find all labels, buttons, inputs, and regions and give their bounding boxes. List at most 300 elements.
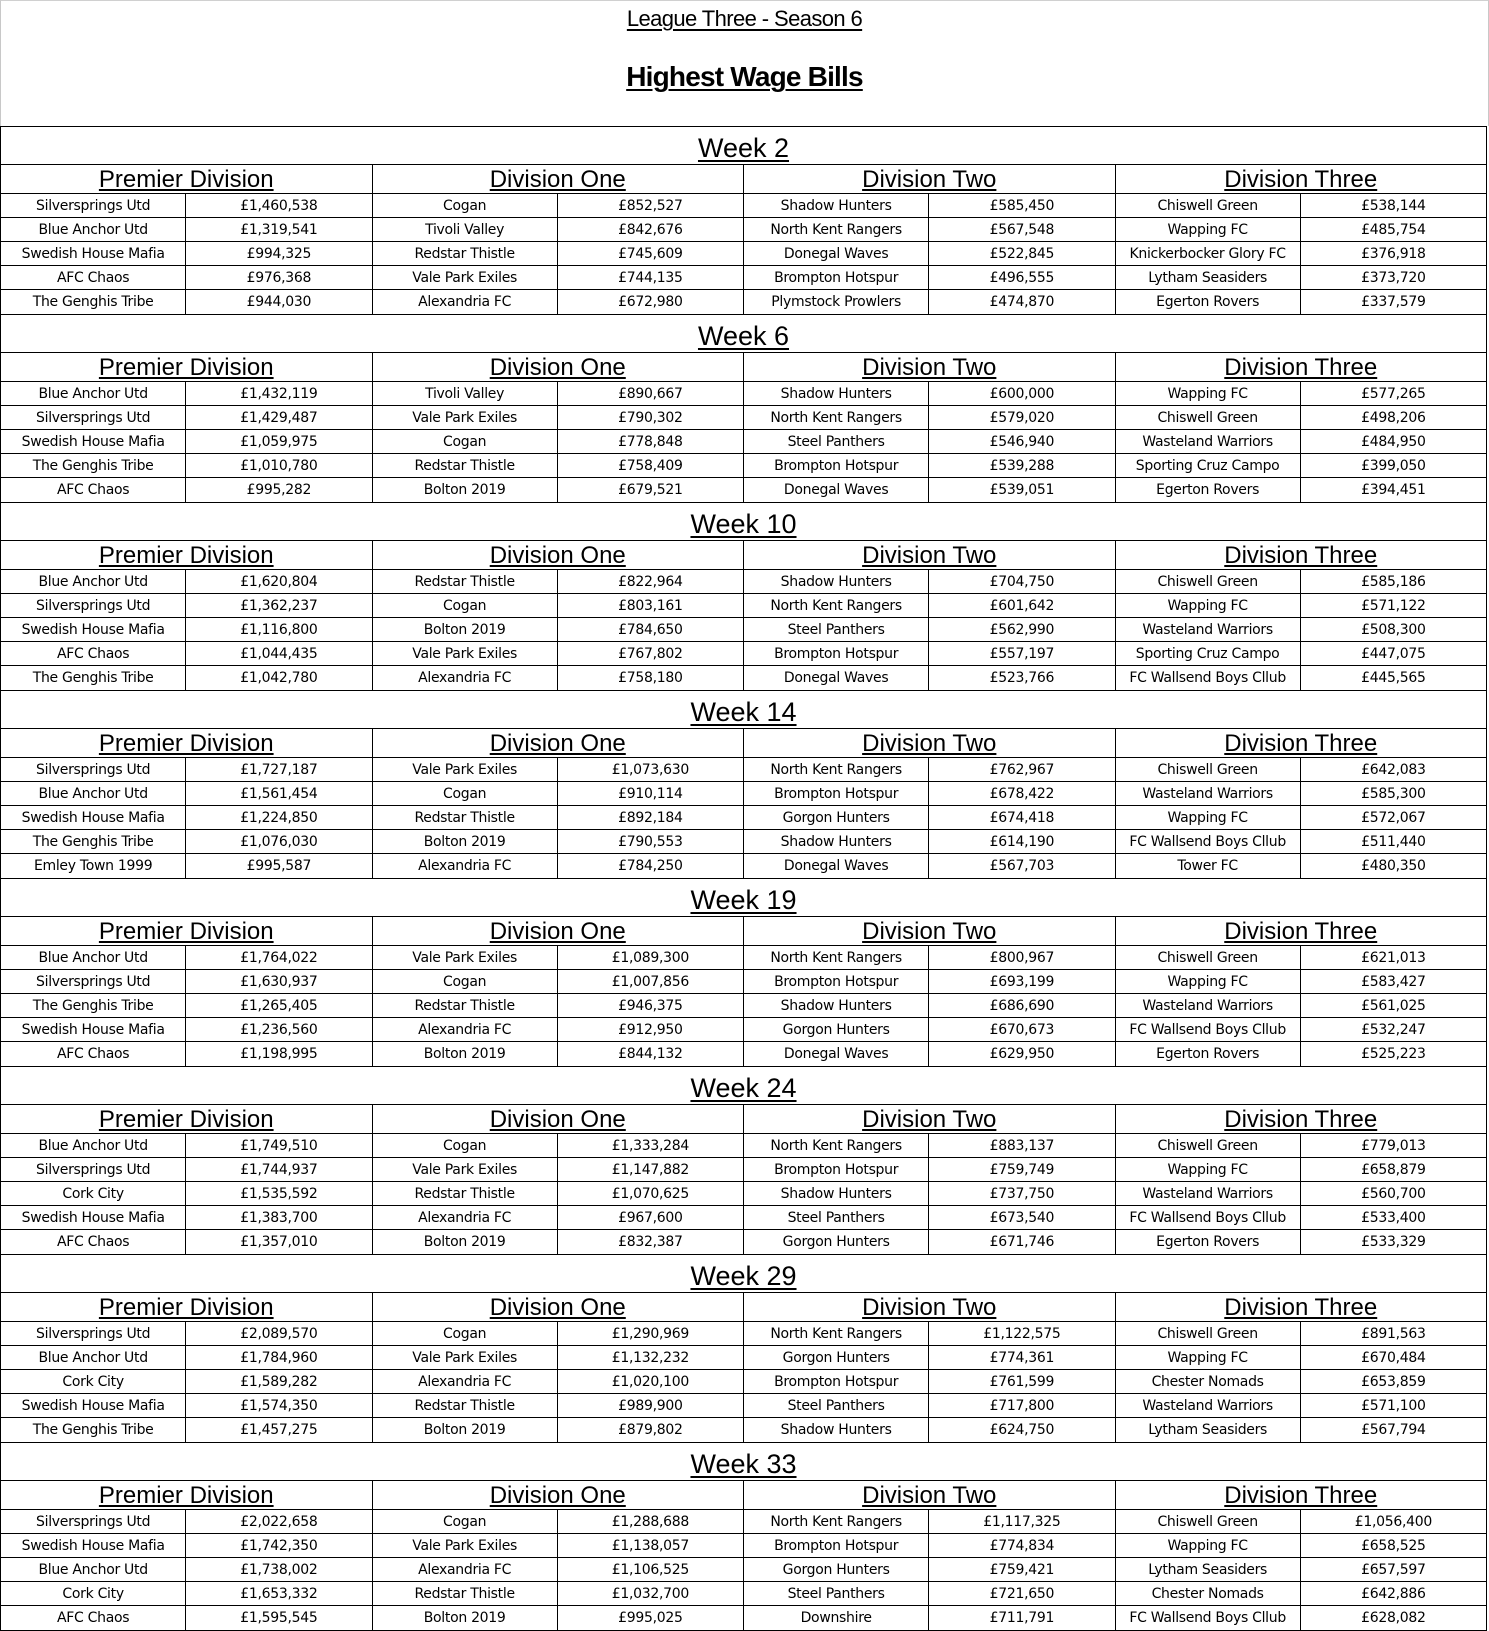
week-section — [0, 314, 1487, 502]
team-name-cell: Wapping FC — [1116, 594, 1301, 617]
wage-bill-cell: £1,138,057 — [611, 1538, 689, 1554]
division-header — [373, 917, 744, 946]
table-row — [373, 478, 744, 502]
wage-bill-cell: £532,247 — [1361, 1022, 1426, 1038]
table-row — [744, 830, 1115, 854]
division-header — [373, 1105, 744, 1134]
table-row — [1, 242, 372, 266]
team-name-cell: Shadow Hunters — [744, 1182, 929, 1205]
wage-bill-cell: £822,964 — [618, 574, 683, 590]
table-row — [373, 854, 744, 878]
wage-bill-cell: £784,250 — [618, 858, 683, 874]
wage-bill-cell: £892,184 — [618, 810, 683, 826]
division-header — [1, 1293, 372, 1322]
table-row — [744, 290, 1115, 314]
table-row — [1, 1322, 372, 1346]
week-section — [0, 1442, 1487, 1630]
team-name-cell: Sporting Cruz Campo — [1116, 642, 1301, 665]
division-name: Division Two — [862, 1294, 997, 1321]
week-title — [1, 315, 1486, 352]
division-table — [1116, 165, 1487, 315]
division-header — [1116, 1105, 1487, 1134]
table-row — [1116, 854, 1487, 878]
table-row — [1, 478, 372, 502]
wage-bill-cell: £1,288,688 — [611, 1514, 689, 1530]
wage-bill-cell: £800,967 — [989, 950, 1055, 966]
team-name-cell: Gorgon Hunters — [744, 1558, 929, 1581]
team-name-cell: Vale Park Exiles — [373, 642, 558, 665]
wage-bill-cell: £995,025 — [618, 1610, 683, 1626]
week-title-text: Week 24 — [690, 1073, 797, 1103]
table-row — [1, 1582, 372, 1606]
table-row — [1, 194, 372, 218]
division-table — [1, 1481, 373, 1631]
wage-bill-cell: £642,886 — [1361, 1586, 1426, 1602]
wage-bill-cell: £1,147,882 — [611, 1162, 689, 1178]
division-name: Division One — [489, 354, 626, 381]
week-title-text: Week 10 — [690, 509, 797, 539]
wage-bill-cell: £1,117,325 — [983, 1514, 1061, 1530]
table-row — [1116, 1558, 1487, 1582]
wage-bill-cell: £1,042,780 — [240, 670, 318, 686]
table-row — [373, 1534, 744, 1558]
division-header — [1, 165, 372, 194]
division-name: Division Three — [1224, 542, 1378, 569]
title-area — [0, 0, 1489, 126]
team-name-cell: The Genghis Tribe — [1, 290, 186, 314]
division-name: Division Three — [1224, 166, 1378, 193]
wage-bill-cell: £995,282 — [246, 482, 312, 498]
team-name-cell: AFC Chaos — [1, 478, 186, 502]
team-name-cell: Vale Park Exiles — [373, 758, 558, 781]
table-row — [1116, 406, 1487, 430]
team-name-cell: The Genghis Tribe — [1, 666, 186, 690]
wage-bill-cell: £628,082 — [1361, 1610, 1426, 1626]
wage-bill-cell: £658,879 — [1361, 1162, 1426, 1178]
table-row — [1116, 218, 1487, 242]
wage-bill-cell: £803,161 — [618, 598, 683, 614]
wage-bill-cell: £539,051 — [989, 482, 1055, 498]
division-table — [744, 353, 1116, 503]
wage-bill-cell: £1,620,804 — [240, 574, 318, 590]
team-name-cell: Swedish House Mafia — [1, 1206, 186, 1229]
wage-bill-cell: £890,667 — [618, 386, 683, 402]
table-row — [1116, 1370, 1487, 1394]
league-title — [1, 6, 1488, 32]
wage-bill-cell: £671,746 — [989, 1234, 1055, 1250]
division-table — [1116, 1481, 1487, 1631]
wage-bill-cell: £774,361 — [989, 1350, 1055, 1366]
table-row — [373, 406, 744, 430]
wage-bill-cell: £1,784,960 — [240, 1350, 318, 1366]
team-name-cell: Silversprings Utd — [1, 406, 186, 429]
wage-bill-cell: £621,013 — [1361, 950, 1426, 966]
table-row — [373, 1394, 744, 1418]
table-row — [1, 570, 372, 594]
wage-bill-cell: £1,010,780 — [240, 458, 318, 474]
table-row — [1, 946, 372, 970]
wage-bill-cell: £1,764,022 — [240, 950, 318, 966]
table-row — [1116, 1346, 1487, 1370]
table-row — [1, 758, 372, 782]
table-row — [744, 642, 1115, 666]
team-name-cell: Vale Park Exiles — [373, 946, 558, 969]
wage-bill-cell: £759,421 — [989, 1562, 1055, 1578]
wage-bill-cell: £614,190 — [989, 834, 1055, 850]
wage-bill-cell: £1,073,630 — [611, 762, 689, 778]
wage-bill-cell: £525,223 — [1361, 1046, 1426, 1062]
team-name-cell: Redstar Thistle — [373, 454, 558, 477]
table-row — [373, 666, 744, 690]
table-row — [744, 782, 1115, 806]
wage-bill-cell: £546,940 — [989, 434, 1055, 450]
wage-bill-cell: £642,083 — [1361, 762, 1426, 778]
wage-bill-cell: £779,013 — [1361, 1138, 1426, 1154]
division-header — [373, 1293, 744, 1322]
table-row — [744, 430, 1115, 454]
team-name-cell: Chiswell Green — [1116, 1322, 1301, 1345]
table-row — [1, 1158, 372, 1182]
team-name-cell: Plymstock Prowlers — [744, 290, 929, 314]
table-row — [744, 1134, 1115, 1158]
team-name-cell: Steel Panthers — [744, 1206, 929, 1229]
division-table — [1116, 917, 1487, 1067]
team-name-cell: Gorgon Hunters — [744, 1230, 929, 1254]
table-row — [744, 594, 1115, 618]
division-header — [373, 165, 744, 194]
division-table — [1, 729, 373, 879]
table-row — [1, 1134, 372, 1158]
division-name: Division One — [489, 1294, 626, 1321]
division-header — [1116, 729, 1487, 758]
division-name: Division Three — [1224, 918, 1378, 945]
wage-bill-cell: £1,198,995 — [240, 1046, 318, 1062]
team-name-cell: The Genghis Tribe — [1, 830, 186, 853]
wage-bill-cell: £1,122,575 — [983, 1326, 1061, 1342]
team-name-cell: Swedish House Mafia — [1, 806, 186, 829]
team-name-cell: Shadow Hunters — [744, 382, 929, 405]
table-row — [1, 1182, 372, 1206]
table-row — [373, 194, 744, 218]
team-name-cell: Egerton Rovers — [1116, 1230, 1301, 1254]
division-header — [373, 353, 744, 382]
team-name-cell: Redstar Thistle — [373, 1394, 558, 1417]
wage-bill-cell: £744,135 — [618, 270, 683, 286]
table-row — [1116, 946, 1487, 970]
divisions-row — [1, 164, 1486, 315]
team-name-cell: Redstar Thistle — [373, 1182, 558, 1205]
division-header — [744, 1293, 1115, 1322]
wage-bill-cell: £523,766 — [989, 670, 1055, 686]
division-header — [744, 1105, 1115, 1134]
division-header — [744, 729, 1115, 758]
table-row — [744, 806, 1115, 830]
wage-bill-cell: £672,980 — [618, 294, 683, 310]
wage-bill-cell: £484,950 — [1361, 434, 1426, 450]
wage-bill-cell: £394,451 — [1361, 482, 1426, 498]
division-header — [744, 353, 1115, 382]
division-header — [1, 353, 372, 382]
team-name-cell: The Genghis Tribe — [1, 994, 186, 1017]
week-title — [1, 127, 1486, 164]
table-row — [744, 1158, 1115, 1182]
wage-bill-cell: £883,137 — [989, 1138, 1055, 1154]
wage-bill-cell: £511,440 — [1361, 834, 1426, 850]
team-name-cell: Alexandria FC — [373, 290, 558, 314]
team-name-cell: Cork City — [1, 1582, 186, 1605]
week-title — [1, 503, 1486, 540]
table-row — [1, 830, 372, 854]
wage-bill-cell: £508,300 — [1361, 622, 1426, 638]
division-name: Division Two — [862, 166, 997, 193]
team-name-cell: Steel Panthers — [744, 618, 929, 641]
wage-bill-cell: £337,579 — [1361, 294, 1426, 310]
team-name-cell: FC Wallsend Boys Cllub — [1116, 1018, 1301, 1041]
team-name-cell: Lytham Seasiders — [1116, 266, 1301, 289]
wage-bill-cell: £2,089,570 — [240, 1326, 318, 1342]
wage-bill-cell: £1,076,030 — [240, 834, 318, 850]
division-table — [1116, 1293, 1487, 1443]
team-name-cell: Alexandria FC — [373, 854, 558, 878]
table-row — [744, 1418, 1115, 1442]
wage-bill-cell: £967,600 — [618, 1210, 683, 1226]
wage-bill-cell: £758,180 — [618, 670, 683, 686]
table-row — [1, 782, 372, 806]
team-name-cell: Bolton 2019 — [373, 1230, 558, 1254]
wage-bill-cell: £1,738,002 — [240, 1562, 318, 1578]
league-title-text: League Three - Season 6 — [626, 6, 863, 31]
table-row — [373, 1558, 744, 1582]
table-row — [1, 1346, 372, 1370]
team-name-cell: The Genghis Tribe — [1, 1418, 186, 1442]
table-row — [1, 618, 372, 642]
team-name-cell: Blue Anchor Utd — [1, 218, 186, 241]
wage-bill-cell: £995,587 — [246, 858, 312, 874]
table-row — [1116, 830, 1487, 854]
table-row — [1116, 666, 1487, 690]
wage-bill-cell: £758,409 — [618, 458, 683, 474]
team-name-cell: Redstar Thistle — [373, 570, 558, 593]
division-table — [373, 541, 745, 691]
wage-bill-cell: £1,236,560 — [240, 1022, 318, 1038]
team-name-cell: Wasteland Warriors — [1116, 782, 1301, 805]
team-name-cell: Cogan — [373, 430, 558, 453]
team-name-cell: Vale Park Exiles — [373, 406, 558, 429]
table-row — [744, 1182, 1115, 1206]
division-name: Division Two — [862, 918, 997, 945]
table-row — [1116, 570, 1487, 594]
team-name-cell: Silversprings Utd — [1, 970, 186, 993]
table-row — [373, 1370, 744, 1394]
wage-bill-cell: £447,075 — [1361, 646, 1426, 662]
division-name: Division Two — [862, 354, 997, 381]
table-row — [744, 1534, 1115, 1558]
wage-bill-cell: £1,056,400 — [1354, 1514, 1432, 1530]
team-name-cell: Lytham Seasiders — [1116, 1418, 1301, 1442]
table-row — [744, 666, 1115, 690]
wage-bill-cell: £767,802 — [618, 646, 683, 662]
table-row — [1116, 1182, 1487, 1206]
table-row — [1, 266, 372, 290]
team-name-cell: Brompton Hotspur — [744, 970, 929, 993]
table-row — [1, 1418, 372, 1442]
division-name: Division One — [489, 166, 626, 193]
wage-bill-cell: £674,418 — [989, 810, 1055, 826]
table-row — [373, 994, 744, 1018]
team-name-cell: FC Wallsend Boys Cllub — [1116, 1206, 1301, 1229]
table-row — [1116, 1582, 1487, 1606]
wage-bill-cell: £1,319,541 — [240, 222, 318, 238]
team-name-cell: Chiswell Green — [1116, 194, 1301, 217]
wage-bill-cell: £711,791 — [989, 1610, 1055, 1626]
wage-bill-cell: £1,290,969 — [611, 1326, 689, 1342]
division-header — [1116, 353, 1487, 382]
table-row — [373, 782, 744, 806]
division-header — [744, 541, 1115, 570]
wage-bill-cell: £567,703 — [989, 858, 1055, 874]
table-row — [1116, 1394, 1487, 1418]
week-title-text: Week 2 — [697, 133, 790, 163]
wage-bill-cell: £399,050 — [1361, 458, 1426, 474]
table-row — [1, 1394, 372, 1418]
table-row — [373, 594, 744, 618]
division-name: Division One — [489, 542, 626, 569]
team-name-cell: Cogan — [373, 194, 558, 217]
table-row — [744, 570, 1115, 594]
division-table — [373, 353, 745, 503]
team-name-cell: Wasteland Warriors — [1116, 1182, 1301, 1205]
wage-bill-cell: £686,690 — [989, 998, 1055, 1014]
wage-bill-cell: £761,599 — [989, 1374, 1055, 1390]
wage-bill-cell: £562,990 — [989, 622, 1055, 638]
table-row — [373, 1042, 744, 1066]
wage-bill-cell: £583,427 — [1361, 974, 1426, 990]
team-name-cell: AFC Chaos — [1, 1230, 186, 1254]
division-table — [744, 541, 1116, 691]
team-name-cell: AFC Chaos — [1, 1042, 186, 1066]
team-name-cell: Silversprings Utd — [1, 594, 186, 617]
division-name: Division Two — [862, 1482, 997, 1509]
team-name-cell: Donegal Waves — [744, 478, 929, 502]
week-section — [0, 502, 1487, 690]
team-name-cell: Shadow Hunters — [744, 1418, 929, 1442]
table-row — [373, 570, 744, 594]
division-table — [1, 353, 373, 503]
wage-bill-cell: £658,525 — [1361, 1538, 1426, 1554]
wage-bill-cell: £571,122 — [1361, 598, 1426, 614]
team-name-cell: Redstar Thistle — [373, 1582, 558, 1605]
division-table — [373, 165, 745, 315]
wage-bill-cell: £910,114 — [618, 786, 683, 802]
wage-bill-cell: £474,870 — [989, 294, 1055, 310]
table-row — [1116, 970, 1487, 994]
division-name: Division Two — [862, 1106, 997, 1133]
team-name-cell: Cogan — [373, 594, 558, 617]
team-name-cell: Sporting Cruz Campo — [1116, 454, 1301, 477]
table-row — [1, 1230, 372, 1254]
wage-bill-cell: £670,673 — [989, 1022, 1055, 1038]
team-name-cell: Chiswell Green — [1116, 946, 1301, 969]
wage-bill-cell: £678,422 — [989, 786, 1055, 802]
wage-bill-cell: £557,197 — [989, 646, 1055, 662]
weeks-table — [0, 126, 1489, 1631]
table-row — [1116, 758, 1487, 782]
wage-bill-cell: £496,555 — [989, 270, 1055, 286]
team-name-cell: Shadow Hunters — [744, 194, 929, 217]
division-name: Division One — [489, 730, 626, 757]
table-row — [744, 454, 1115, 478]
team-name-cell: Donegal Waves — [744, 1042, 929, 1066]
table-row — [744, 218, 1115, 242]
week-section — [0, 126, 1487, 314]
division-name: Premier Division — [98, 1106, 274, 1133]
division-table — [1, 917, 373, 1067]
table-row — [1, 1510, 372, 1534]
table-row — [744, 1394, 1115, 1418]
wage-bill-cell: £1,457,275 — [240, 1422, 318, 1438]
wage-bill-cell: £579,020 — [989, 410, 1055, 426]
division-header — [1, 541, 372, 570]
team-name-cell: Swedish House Mafia — [1, 1394, 186, 1417]
division-name: Division One — [489, 918, 626, 945]
division-header — [1116, 1481, 1487, 1510]
table-row — [1116, 382, 1487, 406]
division-table — [744, 1105, 1116, 1255]
table-row — [1, 406, 372, 430]
table-row — [1, 970, 372, 994]
wage-bill-cell: £1,432,119 — [240, 386, 318, 402]
table-row — [373, 806, 744, 830]
team-name-cell: Vale Park Exiles — [373, 1346, 558, 1369]
wage-bill-cell: £1,460,538 — [240, 198, 318, 214]
wage-bill-cell: £1,333,284 — [611, 1138, 689, 1154]
divisions-row — [1, 1480, 1486, 1631]
team-name-cell: Swedish House Mafia — [1, 1534, 186, 1557]
week-section — [0, 1254, 1487, 1442]
team-name-cell: Chester Nomads — [1116, 1582, 1301, 1605]
division-table — [1, 1105, 373, 1255]
table-row — [744, 1558, 1115, 1582]
wage-bill-cell: £762,967 — [989, 762, 1055, 778]
team-name-cell: Silversprings Utd — [1, 1322, 186, 1345]
table-row — [1, 642, 372, 666]
wage-bill-cell: £1,535,592 — [240, 1186, 318, 1202]
team-name-cell: North Kent Rangers — [744, 1510, 929, 1533]
wage-bill-cell: £653,859 — [1361, 1374, 1426, 1390]
table-row — [1116, 430, 1487, 454]
team-name-cell: Donegal Waves — [744, 854, 929, 878]
table-row — [744, 478, 1115, 502]
team-name-cell: Wapping FC — [1116, 382, 1301, 405]
team-name-cell: Shadow Hunters — [744, 830, 929, 853]
wage-bill-cell: £601,642 — [989, 598, 1055, 614]
table-row — [744, 266, 1115, 290]
table-row — [744, 194, 1115, 218]
wage-bill-cell: £1,742,350 — [240, 1538, 318, 1554]
wage-bill-cell: £1,265,405 — [240, 998, 318, 1014]
team-name-cell: Brompton Hotspur — [744, 1158, 929, 1181]
wage-bill-cell: £1,116,800 — [240, 622, 318, 638]
wage-bill-cell: £445,565 — [1361, 670, 1426, 686]
table-row — [1116, 266, 1487, 290]
team-name-cell: Gorgon Hunters — [744, 806, 929, 829]
team-name-cell: Bolton 2019 — [373, 1042, 558, 1066]
team-name-cell: Egerton Rovers — [1116, 478, 1301, 502]
wage-bill-cell: £480,350 — [1361, 858, 1426, 874]
wage-bill-cell: £891,563 — [1361, 1326, 1426, 1342]
team-name-cell: Wapping FC — [1116, 1534, 1301, 1557]
wage-bill-cell: £585,450 — [989, 198, 1055, 214]
